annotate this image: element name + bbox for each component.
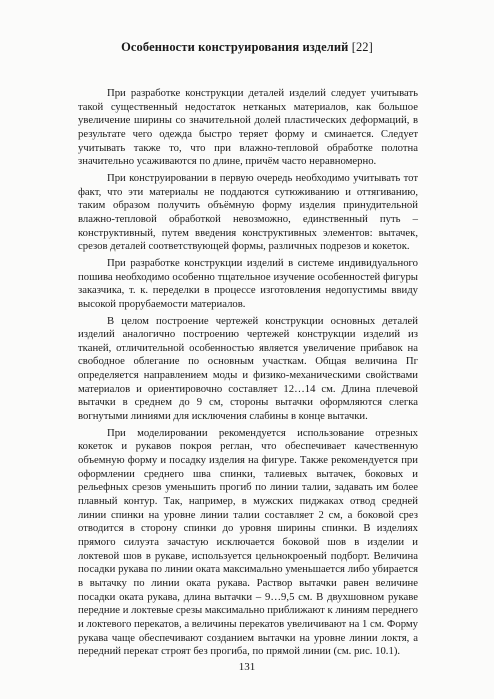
paragraph-3: При разработке конструкции изделий в системе индивидуального пошива необходимо особенно тщательное изучение особенностей фигуры заказчика, т. к. переделки в процессе изготовления недопустимы ввиду высокой прорубаемости материалов. <box>78 256 418 310</box>
paragraph-1: При разработке конструкции деталей изделий следует учитывать такой существенный недостаток нетканых материалов, как большое увеличение ширины со значительной долей пластических деформаций, в результате чего одежда быстро теряет форму и сминается. Следует учитывать также то, что при влажно-тепловой обработке полотна значительно усаживаются по длине, причём часто неравномерно. <box>78 87 418 168</box>
paragraph-5: При моделировании рекомендуется использование отрезных кокеток и рукавов покроя реглан, что обеспечивает качественную объемную форму и посадку изделия на фигуре. Также рекомендуется при оформлении среднего шва спинки, талиевых вытачек, боковых и рельефных срезов уменьшить прогиб по линии талии, задавать им более плавный контур. Так, например, в мужских пиджаках отвод средней линии спинки на уровне линии талии составляет 2 см, а боковой срез отводится в сторону спинки до уровня ширины спинки. В изделиях прямого силуэта зачастую исключается боковой шов в изделии и локтевой шов в рукаве, используется цельнокроеный подборт. Величина посадки рукава по линии оката максимально уменьшается либо убирается в вытачку по линии оката рукава. Раствор вытачки равен величине посадки оката рукава, длина вытачки – 9…9,5 см. В двухшовном рукаве передние и локтевые срезы максимально приближают к линиям переднего и локтевого перекатов, а величины перекатов увеличивают на 1 см. Форму рукава чаще обеспечивают созданием вытачки на уровне линии локтя, а передний перекат строят без прогиба, по прямой линии (см. рис. 10.1). <box>78 426 419 658</box>
paragraph-2: При конструировании в первую очередь необходимо учитывать тот факт, что эти материалы не поддаются сутюживанию и оттягиванию, таким образом получить объёмную форму изделия принудительной влажно-тепловой обработкой невозможно, единственный путь – конструктивный, путем введения конструктивных элементов: вытачек, срезов деталей соответствующей формы, различных подрезов и кокеток. <box>78 171 418 253</box>
title-reference: [22] <box>351 40 373 54</box>
paragraph-4: В целом построение чертежей конструкции основных деталей изделий аналогично построению чертежей конструкции изделий из тканей, отличительной особенностью является увеличение прибавок на свободное облегание по основным участкам. Общая величина Пг определяется направлением моды и физико-механическими свойствами материалов и ориентировочно составляет 12…14 см. Длина плечевой вытачки в среднем до 9 см, стороны вытачки оформляются слегка вогнутыми линиями для исключения слабины в конце вытачки. <box>78 314 418 423</box>
page-number: 131 <box>238 661 256 673</box>
title-text: Особенности конструирования изделий <box>121 40 349 54</box>
page-title <box>0 40 494 55</box>
body-text <box>78 87 418 662</box>
